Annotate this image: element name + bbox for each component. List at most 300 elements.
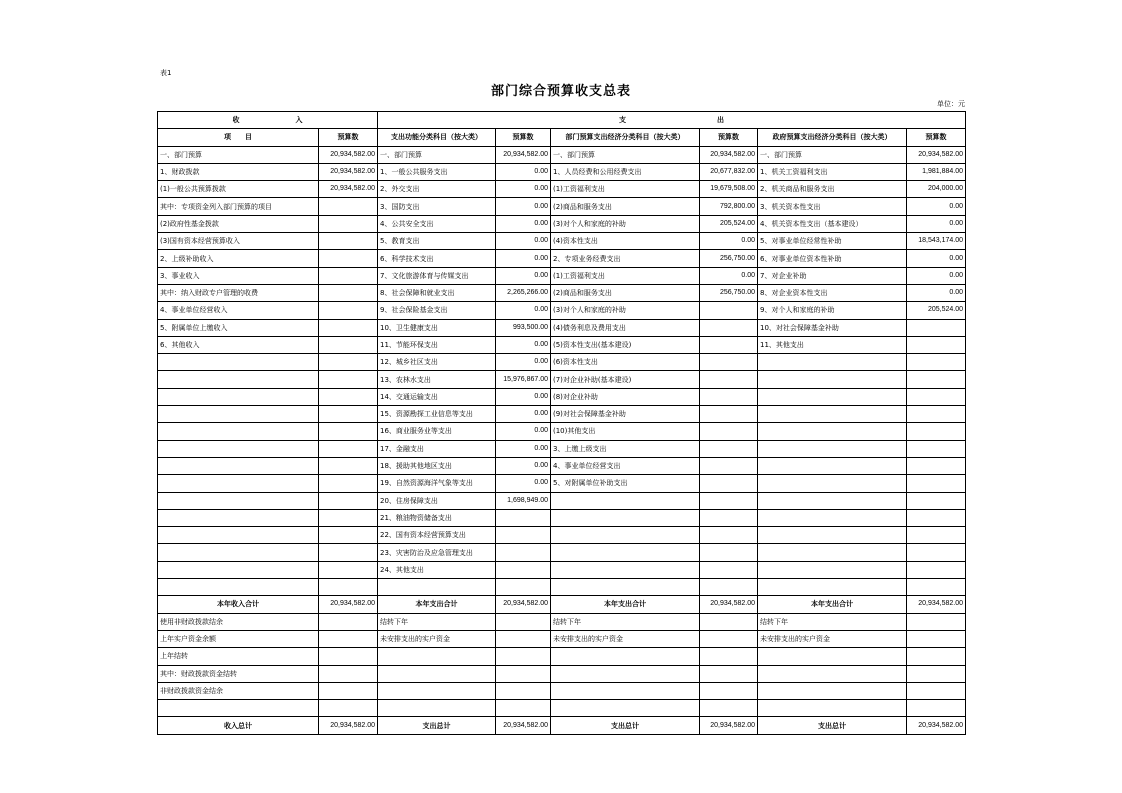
empty-cell (551, 579, 700, 596)
gov-econ-item: 1、机关工资福利支出 (758, 163, 907, 180)
func-class-budget: 0.00 (496, 198, 551, 215)
empty-cell (158, 579, 319, 596)
gov-econ-item (758, 440, 907, 457)
func-class-item: 11、节能环保支出 (378, 336, 496, 353)
col-header-budget: 预算数 (700, 129, 758, 146)
group-header-row (158, 112, 966, 129)
dept-econ-budget (700, 561, 758, 578)
gov-econ-item (758, 544, 907, 561)
dept-econ-budget (700, 371, 758, 388)
dept-econ-budget (700, 665, 758, 682)
gov-econ-budget (907, 354, 966, 371)
gov-econ-budget: 0.00 (907, 198, 966, 215)
income-item: 3、事业收入 (158, 267, 319, 284)
func-class-item: 1、一般公共服务支出 (378, 163, 496, 180)
income-budget (319, 198, 378, 215)
func-class-item: 24、其他支出 (378, 561, 496, 578)
func-class-item: 8、社会保障和就业支出 (378, 284, 496, 301)
dept-econ-budget (700, 354, 758, 371)
table-row (158, 509, 966, 526)
dept-econ-budget (700, 648, 758, 665)
dept-econ-item: (4)债务利息及费用支出 (551, 319, 700, 336)
gov-econ-item (758, 665, 907, 682)
empty-cell (758, 700, 907, 717)
dept-econ-item: (8)对企业补助 (551, 388, 700, 405)
table-row (158, 561, 966, 578)
dept-econ-budget (700, 544, 758, 561)
table-row (158, 250, 966, 267)
dept-econ-item: 5、对附属单位补助支出 (551, 475, 700, 492)
gov-econ-budget: 0.00 (907, 250, 966, 267)
func-class-budget: 0.00 (496, 388, 551, 405)
income-item (158, 388, 319, 405)
func-class-budget: 0.00 (496, 163, 551, 180)
income-budget (319, 457, 378, 474)
func-class-item: 15、资源勘探工业信息等支出 (378, 406, 496, 423)
gov-econ-item (758, 457, 907, 474)
income-budget (319, 648, 378, 665)
dept-econ-item: (2)商品和服务支出 (551, 284, 700, 301)
carryover-row (158, 665, 966, 682)
gov-econ-budget (907, 319, 966, 336)
dept-econ-budget (700, 406, 758, 423)
income-item (158, 457, 319, 474)
func-class-item: 5、教育支出 (378, 233, 496, 250)
dept-econ-item: (1)工资福利支出 (551, 181, 700, 198)
func-class-item: 21、粮油物资储备支出 (378, 509, 496, 526)
dept-econ-budget (700, 613, 758, 630)
column-header-row (158, 129, 966, 146)
dept-econ-budget (700, 336, 758, 353)
income-item (158, 371, 319, 388)
col-header-budget: 预算数 (319, 129, 378, 146)
gov-econ-budget (907, 682, 966, 699)
dept-econ-budget (700, 388, 758, 405)
income-budget (319, 302, 378, 319)
dept-econ-item: (1)工资福利支出 (551, 267, 700, 284)
dept-econ-item: 1、人员经费和公用经费支出 (551, 163, 700, 180)
gov-econ-item: 未安排支出的实户资金 (758, 630, 907, 647)
func-class-budget: 0.00 (496, 336, 551, 353)
gov-econ-budget: 18,543,174.00 (907, 233, 966, 250)
gov-econ-item (758, 561, 907, 578)
col-header-item: 项 目 (158, 129, 319, 146)
income-item: 2、上级补助收入 (158, 250, 319, 267)
func-class-budget (496, 544, 551, 561)
table-row (158, 336, 966, 353)
gov-econ-budget (907, 457, 966, 474)
annual-total-row (158, 596, 966, 613)
func-class-budget: 0.00 (496, 215, 551, 232)
gov-econ-budget (907, 527, 966, 544)
dept-econ-budget (700, 492, 758, 509)
income-total-value: 20,934,582.00 (319, 596, 378, 613)
income-budget (319, 388, 378, 405)
table-row (158, 423, 966, 440)
table-row (158, 302, 966, 319)
table-row (158, 406, 966, 423)
table-row (158, 163, 966, 180)
gov-econ-budget: 0.00 (907, 215, 966, 232)
page-title: 部门综合预算收支总表 (490, 84, 631, 99)
func-class-item: 18、援助其他地区支出 (378, 457, 496, 474)
table-row (158, 440, 966, 457)
dept-econ-item (551, 544, 700, 561)
empty-cell (378, 579, 496, 596)
dept-econ-budget: 256,750.00 (700, 284, 758, 301)
dept-econ-budget: 0.00 (700, 233, 758, 250)
gov-econ-budget (907, 630, 966, 647)
func-class-item: 6、科学技术支出 (378, 250, 496, 267)
func-class-budget: 0.00 (496, 267, 551, 284)
income-budget (319, 682, 378, 699)
dept-econ-budget (700, 475, 758, 492)
dept-econ-item: (9)对社会保障基金补助 (551, 406, 700, 423)
dept-econ-item: (5)资本性支出(基本建设) (551, 336, 700, 353)
func-class-item: 14、交通运输支出 (378, 388, 496, 405)
dept-econ-item (551, 561, 700, 578)
gov-econ-budget (907, 388, 966, 405)
func-class-item (378, 665, 496, 682)
dept-econ-budget: 205,524.00 (700, 215, 758, 232)
func-class-budget: 0.00 (496, 440, 551, 457)
func-class-item: 未安排支出的实户资金 (378, 630, 496, 647)
gov-econ-item: 结转下年 (758, 613, 907, 630)
income-item (158, 406, 319, 423)
dept-econ-item (551, 665, 700, 682)
income-item (158, 475, 319, 492)
income-budget (319, 665, 378, 682)
income-budget: 20,934,582.00 (319, 146, 378, 163)
gov-econ-item: 11、其他支出 (758, 336, 907, 353)
empty-cell (496, 700, 551, 717)
income-budget (319, 475, 378, 492)
gov-econ-item: 3、机关资本性支出 (758, 198, 907, 215)
table-row (158, 284, 966, 301)
gov-econ-item (758, 648, 907, 665)
income-item: 非财政拨款资金结余 (158, 682, 319, 699)
income-item: (2)政府性基金拨款 (158, 215, 319, 232)
func-class-budget (496, 509, 551, 526)
gov-econ-budget (907, 665, 966, 682)
gov-econ-budget (907, 544, 966, 561)
func-class-budget: 1,698,949.00 (496, 492, 551, 509)
table-row (158, 388, 966, 405)
empty-cell (700, 579, 758, 596)
gov-econ-item (758, 682, 907, 699)
dept-econ-item: 未安排支出的实户资金 (551, 630, 700, 647)
income-item: 其中：财政拨款资金结转 (158, 665, 319, 682)
func-class-budget: 0.00 (496, 181, 551, 198)
income-budget (319, 215, 378, 232)
col-header-func-class: 支出功能分类科目（按大类） (378, 129, 496, 146)
expense-total-label: 本年支出合计 (551, 596, 700, 613)
dept-econ-item: (2)商品和服务支出 (551, 198, 700, 215)
income-budget (319, 630, 378, 647)
dept-econ-item: (3)对个人和家庭的补助 (551, 302, 700, 319)
gov-econ-budget: 1,981,884.00 (907, 163, 966, 180)
dept-econ-budget: 792,800.00 (700, 198, 758, 215)
gov-econ-item (758, 406, 907, 423)
table-row (158, 492, 966, 509)
gov-econ-item (758, 475, 907, 492)
dept-econ-item: (7)对企业补助(基本建设) (551, 371, 700, 388)
income-item (158, 527, 319, 544)
carryover-row (158, 630, 966, 647)
table-row (158, 457, 966, 474)
func-class-item: 7、文化旅游体育与传媒支出 (378, 267, 496, 284)
income-item: (1)一般公共预算拨款 (158, 181, 319, 198)
func-class-budget (496, 630, 551, 647)
gov-econ-budget (907, 406, 966, 423)
dept-econ-budget (700, 509, 758, 526)
income-budget (319, 267, 378, 284)
income-item: 上年实户资金余额 (158, 630, 319, 647)
gov-econ-item (758, 509, 907, 526)
func-class-budget: 0.00 (496, 457, 551, 474)
dept-econ-budget (700, 423, 758, 440)
func-class-item: 13、农林水支出 (378, 371, 496, 388)
grand-expense-label: 支出总计 (378, 717, 496, 734)
income-item (158, 544, 319, 561)
income-budget (319, 423, 378, 440)
income-total-label: 本年收入合计 (158, 596, 319, 613)
empty-cell (758, 579, 907, 596)
income-item: 其中：纳入财政专户管理的收费 (158, 284, 319, 301)
grand-expense-value: 20,934,582.00 (496, 717, 551, 734)
dept-econ-item: (4)资本性支出 (551, 233, 700, 250)
gov-econ-item: 7、对企业补助 (758, 267, 907, 284)
gov-econ-item: 一、部门预算 (758, 146, 907, 163)
dept-econ-item (551, 682, 700, 699)
income-item (158, 423, 319, 440)
func-class-budget (496, 561, 551, 578)
table-row (158, 215, 966, 232)
table-row (158, 475, 966, 492)
carryover-row (158, 613, 966, 630)
gov-econ-item: 10、对社会保障基金补助 (758, 319, 907, 336)
empty-cell (700, 700, 758, 717)
empty-cell (158, 700, 319, 717)
empty-cell (319, 579, 378, 596)
gov-econ-item: 4、机关资本性支出（基本建设） (758, 215, 907, 232)
func-class-item: 9、社会保险基金支出 (378, 302, 496, 319)
income-budget: 20,934,582.00 (319, 181, 378, 198)
grand-total-row (158, 717, 966, 734)
dept-econ-budget (700, 457, 758, 474)
empty-cell (378, 700, 496, 717)
dept-econ-item: 4、事业单位经营支出 (551, 457, 700, 474)
empty-cell (319, 700, 378, 717)
gov-econ-budget: 204,000.00 (907, 181, 966, 198)
income-budget: 20,934,582.00 (319, 163, 378, 180)
gov-econ-budget (907, 509, 966, 526)
income-budget (319, 613, 378, 630)
income-budget (319, 561, 378, 578)
table-row (158, 198, 966, 215)
func-class-item (378, 682, 496, 699)
income-item: (3)国有资本经营预算收入 (158, 233, 319, 250)
func-class-item: 2、外交支出 (378, 181, 496, 198)
func-class-item: 10、卫生健康支出 (378, 319, 496, 336)
func-class-budget: 20,934,582.00 (496, 146, 551, 163)
gov-econ-budget (907, 423, 966, 440)
dept-econ-item: 2、专项业务经费支出 (551, 250, 700, 267)
expense-total-value: 20,934,582.00 (700, 596, 758, 613)
income-item: 上年结转 (158, 648, 319, 665)
income-item (158, 440, 319, 457)
table-row (158, 371, 966, 388)
empty-cell (496, 579, 551, 596)
dept-econ-budget: 0.00 (700, 267, 758, 284)
func-class-budget (496, 527, 551, 544)
income-budget (319, 509, 378, 526)
col-header-budget: 预算数 (907, 129, 966, 146)
income-budget (319, 354, 378, 371)
gov-econ-item: 6、对事业单位资本性补助 (758, 250, 907, 267)
unit-label: 单位：元 (937, 100, 965, 108)
func-class-budget (496, 648, 551, 665)
dept-econ-item: (3)对个人和家庭的补助 (551, 215, 700, 232)
gov-econ-item (758, 527, 907, 544)
gov-econ-item: 2、机关商品和服务支出 (758, 181, 907, 198)
gov-econ-item (758, 423, 907, 440)
income-budget (319, 527, 378, 544)
table-row (158, 146, 966, 163)
grand-income-label: 收入总计 (158, 717, 319, 734)
func-class-item: 3、国防支出 (378, 198, 496, 215)
income-budget (319, 319, 378, 336)
dept-econ-budget (700, 682, 758, 699)
income-item (158, 492, 319, 509)
income-budget (319, 336, 378, 353)
empty-cell (551, 700, 700, 717)
table-row (158, 527, 966, 544)
empty-cell (907, 700, 966, 717)
table-number: 表1 (160, 69, 172, 77)
dept-econ-item (551, 509, 700, 526)
table-row (158, 319, 966, 336)
func-class-item: 19、自然资源海洋气象等支出 (378, 475, 496, 492)
gov-econ-budget: 205,524.00 (907, 302, 966, 319)
expense-total-value: 20,934,582.00 (907, 596, 966, 613)
spacer-row (158, 579, 966, 596)
gov-econ-budget (907, 613, 966, 630)
func-class-item (378, 648, 496, 665)
func-class-budget (496, 665, 551, 682)
gov-econ-budget (907, 475, 966, 492)
income-budget (319, 406, 378, 423)
income-budget (319, 492, 378, 509)
income-item: 一、部门预算 (158, 146, 319, 163)
income-item: 6、其他收入 (158, 336, 319, 353)
func-class-item: 16、商业服务业等支出 (378, 423, 496, 440)
func-class-budget: 0.00 (496, 354, 551, 371)
gov-econ-budget (907, 440, 966, 457)
income-item (158, 509, 319, 526)
expense-total-label: 本年支出合计 (758, 596, 907, 613)
func-class-item: 23、灾害防治及应急管理支出 (378, 544, 496, 561)
table-row (158, 233, 966, 250)
income-item: 其中：专项资金列入部门预算的项目 (158, 198, 319, 215)
dept-econ-budget (700, 527, 758, 544)
dept-econ-item (551, 527, 700, 544)
table-row (158, 354, 966, 371)
gov-econ-budget (907, 336, 966, 353)
dept-econ-item: (6)资本性支出 (551, 354, 700, 371)
expense-total-value: 20,934,582.00 (496, 596, 551, 613)
col-header-dept-econ: 部门预算支出经济分类科目（按大类） (551, 129, 700, 146)
func-class-budget: 993,500.00 (496, 319, 551, 336)
budget-summary-table (157, 111, 966, 735)
empty-cell (907, 579, 966, 596)
gov-econ-budget: 0.00 (907, 284, 966, 301)
func-class-item: 22、国有资本经营预算支出 (378, 527, 496, 544)
income-item: 5、附属单位上缴收入 (158, 319, 319, 336)
gov-econ-budget: 20,934,582.00 (907, 146, 966, 163)
func-class-budget (496, 613, 551, 630)
grand-expense-value: 20,934,582.00 (907, 717, 966, 734)
func-class-budget (496, 682, 551, 699)
gov-econ-item (758, 492, 907, 509)
col-header-gov-econ: 政府预算支出经济分类科目（按大类） (758, 129, 907, 146)
func-class-budget: 0.00 (496, 250, 551, 267)
income-budget (319, 250, 378, 267)
grand-expense-label: 支出总计 (551, 717, 700, 734)
dept-econ-budget (700, 302, 758, 319)
dept-econ-budget: 20,934,582.00 (700, 146, 758, 163)
dept-econ-budget (700, 440, 758, 457)
func-class-budget: 2,265,266.00 (496, 284, 551, 301)
income-item: 1、财政拨款 (158, 163, 319, 180)
income-item (158, 354, 319, 371)
income-item (158, 561, 319, 578)
income-budget (319, 440, 378, 457)
dept-econ-item: (10)其他支出 (551, 423, 700, 440)
dept-econ-item: 一、部门预算 (551, 146, 700, 163)
gov-econ-budget: 0.00 (907, 267, 966, 284)
func-class-budget: 0.00 (496, 475, 551, 492)
dept-econ-budget (700, 630, 758, 647)
table-row (158, 544, 966, 561)
gov-econ-budget (907, 371, 966, 388)
income-budget (319, 284, 378, 301)
func-class-budget: 0.00 (496, 302, 551, 319)
table-row (158, 181, 966, 198)
dept-econ-item (551, 492, 700, 509)
dept-econ-item: 结转下年 (551, 613, 700, 630)
income-budget (319, 544, 378, 561)
gov-econ-item (758, 354, 907, 371)
gov-econ-item (758, 388, 907, 405)
table-row (158, 267, 966, 284)
grand-income-value: 20,934,582.00 (319, 717, 378, 734)
income-item: 4、事业单位经营收入 (158, 302, 319, 319)
gov-econ-item: 9、对个人和家庭的补助 (758, 302, 907, 319)
table-body (158, 112, 966, 735)
carryover-row (158, 682, 966, 699)
dept-econ-budget (700, 319, 758, 336)
func-class-item: 结转下年 (378, 613, 496, 630)
grand-expense-value: 20,934,582.00 (700, 717, 758, 734)
gov-econ-item: 5、对事业单位经常性补助 (758, 233, 907, 250)
gov-econ-item: 8、对企业资本性支出 (758, 284, 907, 301)
income-item: 使用非财政拨款结余 (158, 613, 319, 630)
income-budget (319, 371, 378, 388)
expense-total-label: 本年支出合计 (378, 596, 496, 613)
grand-expense-label: 支出总计 (758, 717, 907, 734)
dept-econ-budget: 256,750.00 (700, 250, 758, 267)
